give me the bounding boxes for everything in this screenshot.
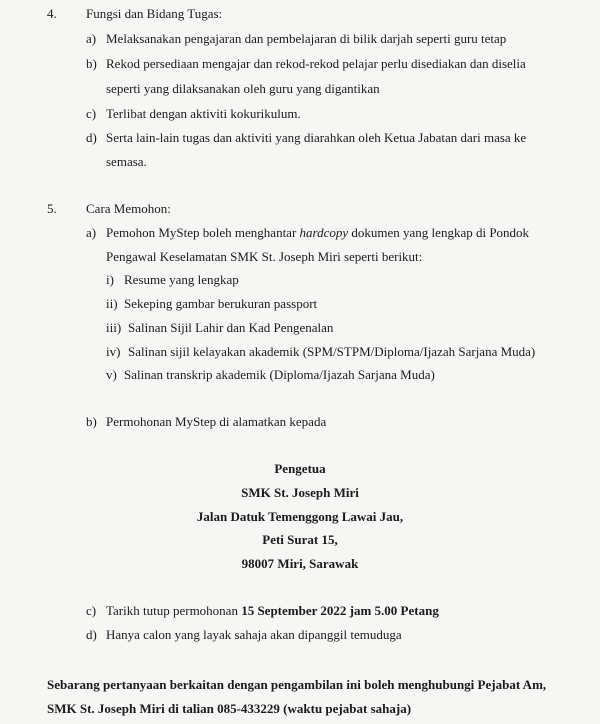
- sublist-label: i): [106, 272, 114, 287]
- list-item: [106, 603, 439, 619]
- list-label: a): [86, 225, 97, 240]
- address-line: Peti Surat 15,: [262, 532, 338, 547]
- list-item: Permohonan MyStep di alamatkan kepada: [106, 414, 327, 429]
- list-item: Hanya calon yang layak sahaja akan dipanggil temuduga: [106, 627, 402, 642]
- address-line: Pengetua: [274, 461, 326, 476]
- list-item-continued: Pengawal Keselamatan SMK St. Joseph Miri seperti berikut:: [106, 249, 423, 264]
- section-4-title: Fungsi dan Bidang Tugas:: [86, 6, 223, 21]
- list-label: c): [86, 106, 97, 121]
- list-label: a): [86, 31, 97, 46]
- sublist-label: iv): [106, 344, 121, 359]
- list-item-continued: seperti yang dilaksanakan oleh guru yang digantikan: [106, 81, 380, 96]
- closing-date: 15 September 2022 jam 5.00 Petang: [241, 603, 439, 618]
- list-label: c): [86, 603, 97, 618]
- list-label: b): [86, 414, 97, 429]
- list-label: d): [86, 627, 97, 642]
- sublist-label: iii): [106, 320, 122, 335]
- list-item: Rekod persediaan mengajar dan rekod-rekod pelajar perlu disediakan dan diselia: [106, 56, 526, 71]
- sublist-label: v): [106, 367, 117, 382]
- list-label: b): [86, 56, 97, 71]
- sublist-item: Resume yang lengkap: [124, 272, 239, 287]
- contact-note-continued: SMK St. Joseph Miri di talian 085-433229 (waktu pejabat sahaja): [47, 701, 412, 716]
- address-line: Jalan Datuk Temenggong Lawai Jau,: [196, 509, 404, 524]
- address-line: SMK St. Joseph Miri: [241, 485, 359, 500]
- section-5-title: Cara Memohon:: [86, 201, 171, 216]
- sublist-item: Salinan transkrip akademik (Diploma/Ijazah Sarjana Muda): [124, 367, 435, 382]
- sublist-item: Salinan sijil kelayakan akademik (SPM/STPM/Diploma/Ijazah Sarjana Muda): [128, 344, 536, 359]
- sublist-label: ii): [106, 296, 118, 311]
- contact-note: Sebarang pertanyaan berkaitan dengan pengambilan ini boleh menghubungi Pejabat Am,: [47, 677, 547, 692]
- text-run: Pemohon MyStep boleh menghantar: [106, 225, 300, 240]
- sublist-item: Sekeping gambar berukuran passport: [124, 296, 318, 311]
- list-item: Melaksanakan pengajaran dan pembelajaran di bilik darjah seperti guru tetap: [106, 31, 507, 46]
- section-4-number: 4.: [47, 6, 57, 21]
- section-5-number: 5.: [47, 201, 57, 216]
- italic-term: hardcopy: [299, 225, 349, 240]
- text-run: Tarikh tutup permohonan: [106, 603, 242, 618]
- list-item: Terlibat dengan aktiviti kokurikulum.: [106, 106, 301, 121]
- text-run: dokumen yang lengkap di Pondok: [348, 225, 530, 240]
- list-label: d): [86, 130, 97, 145]
- list-item: Serta lain-lain tugas dan aktiviti yang diarahkan oleh Ketua Jabatan dari masa ke: [106, 130, 527, 145]
- address-line: 98007 Miri, Sarawak: [241, 556, 359, 571]
- list-item: [106, 225, 529, 241]
- list-item-continued: semasa.: [106, 154, 147, 169]
- sublist-item: Salinan Sijil Lahir dan Kad Pengenalan: [128, 320, 334, 335]
